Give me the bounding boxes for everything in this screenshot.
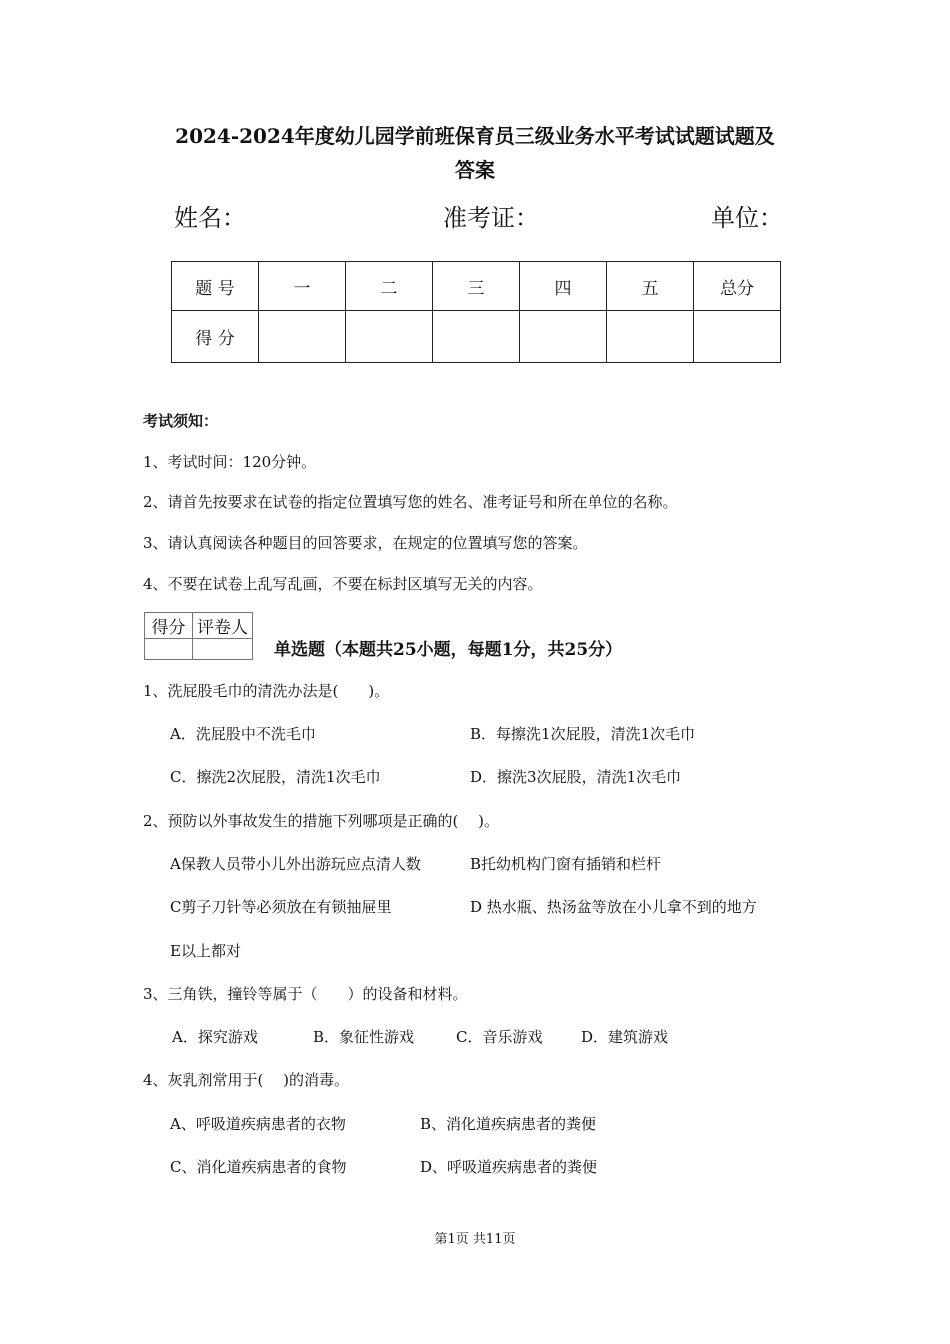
score-table-cell: 三 (433, 262, 520, 311)
question-option: A、呼吸道疾病患者的衣物 (170, 1115, 346, 1133)
score-table-score-row (172, 311, 781, 363)
score-blank-cell (607, 311, 694, 363)
notice-item: 4、不要在试卷上乱写乱画，不要在标封区填写无关的内容。 (143, 575, 543, 593)
question-option: C、消化道疾病患者的食物 (170, 1158, 347, 1176)
question-option: E以上都对 (170, 942, 241, 960)
score-table-cell: 题 号 (172, 262, 259, 311)
question-stem: 4、灰乳剂常用于( )的消毒。 (143, 1071, 350, 1089)
score-table-cell: 二 (346, 262, 433, 311)
score-blank-cell (433, 311, 520, 363)
question-option: A．探究游戏 (172, 1028, 258, 1046)
question-option: C剪子刀针等必须放在有锁抽屉里 (170, 898, 392, 916)
notice-item: 3、请认真阅读各种题目的回答要求，在规定的位置填写您的答案。 (143, 534, 588, 552)
question-option: D．建筑游戏 (581, 1028, 669, 1046)
unit-label: 单位： (711, 204, 783, 232)
grader-score-label: 得分 (145, 613, 193, 639)
grader-box (144, 612, 253, 660)
question-option: C．擦洗2次屁股，清洗1次毛巾 (170, 768, 381, 786)
question-option: B．象征性游戏 (313, 1028, 415, 1046)
score-blank-cell (346, 311, 433, 363)
exam-id-label: 准考证： (443, 204, 539, 232)
grader-name-label: 评卷人 (193, 613, 253, 639)
question-option: B托幼机构门窗有插销和栏杆 (470, 855, 662, 873)
notice-item: 1、考试时间：120分钟。 (143, 453, 317, 471)
score-table-cell: 四 (520, 262, 607, 311)
notice-item: 2、请首先按要求在试卷的指定位置填写您的姓名、准考证号和所在单位的名称。 (143, 493, 678, 511)
document-title-line2: 答案 (455, 158, 495, 182)
score-table-cell: 五 (607, 262, 694, 311)
score-blank-cell (520, 311, 607, 363)
question-option: D．擦洗3次屁股，清洗1次毛巾 (470, 768, 682, 786)
question-option: D、呼吸道疾病患者的粪便 (420, 1158, 598, 1176)
question-option: D 热水瓶、热汤盆等放在小儿拿不到的地方 (470, 898, 757, 916)
score-table-cell: 得 分 (172, 311, 259, 363)
question-option: C．音乐游戏 (456, 1028, 543, 1046)
score-table-cell: 总分 (694, 262, 781, 311)
question-stem: 1、洗屁股毛巾的清洗办法是( )。 (143, 682, 390, 700)
question-option: A．洗屁股中不洗毛巾 (170, 725, 316, 743)
score-blank-cell (694, 311, 781, 363)
document-title-line1: 2024-2024年度幼儿园学前班保育员三级业务水平考试试题试题及 (175, 124, 775, 148)
question-option: A保教人员带小儿外出游玩应点清人数 (170, 855, 421, 873)
question-stem: 2、预防以外事故发生的措施下列哪项是正确的( )。 (143, 812, 500, 830)
question-stem: 3、三角铁，撞铃等属于（ ）的设备和材料。 (143, 985, 468, 1003)
grader-score-blank (145, 639, 193, 660)
name-label: 姓名： (174, 204, 246, 232)
score-table-header-row (172, 262, 781, 311)
question-option: B、消化道疾病患者的粪便 (420, 1115, 597, 1133)
score-table-cell: 一 (259, 262, 346, 311)
section-title: 单选题（本题共25小题，每题1分，共25分） (274, 640, 623, 660)
question-option: B．每擦洗1次屁股，清洗1次毛巾 (470, 725, 696, 743)
score-blank-cell (259, 311, 346, 363)
notice-title: 考试须知： (143, 412, 219, 430)
page-footer: 第1页 共11页 (434, 1232, 516, 1247)
score-table (171, 261, 781, 363)
grader-name-blank (193, 639, 253, 660)
